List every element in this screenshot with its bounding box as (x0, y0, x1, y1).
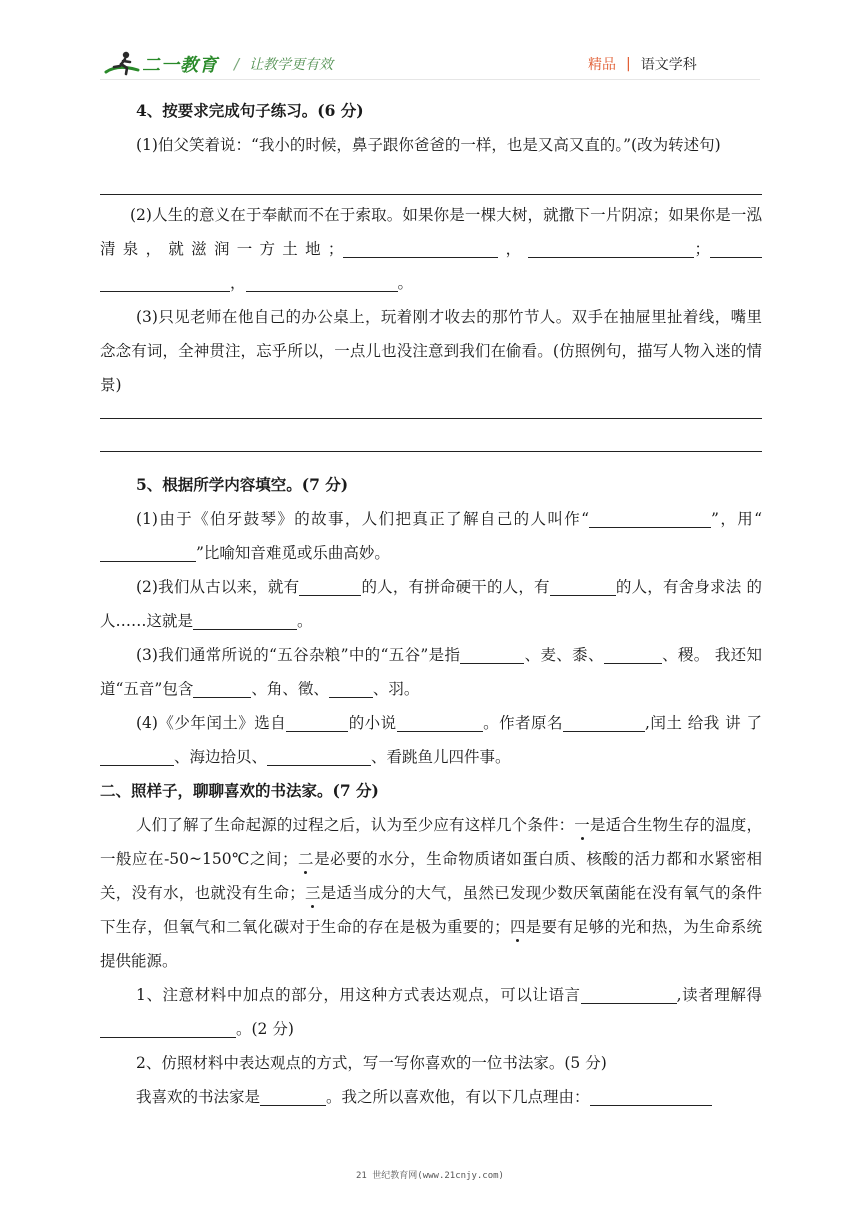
fill-blank[interactable] (246, 270, 398, 292)
q4-title: 4、按要求完成句子练习。(6 分) (136, 101, 364, 120)
q5-item-3-text: (3)我们通常所说的“五谷杂粮”中的“五谷”是指 (136, 646, 461, 664)
q4-item-3: (3)只见老师在他自己的办公桌上，玩着刚才收去的那竹节人。双手在抽屉里扯着线，嘴里念念有词，全神贯注，忘乎所以，一点儿也没注意到我们在偷看。(仿照例句，描写人物入迷的情景) (100, 308, 762, 394)
passage-text: 是适当成分的大气，虽然已发现少数厌氧菌能在没有氧气的条件下生存，但氧气和二氧化碳对于生命的存在是极为重要的； (100, 884, 762, 936)
q5-item-2-text: 的人，有拼命硬干的人，有 (361, 578, 550, 596)
emphasis-char: 二 (297, 850, 315, 868)
fill-blank[interactable] (267, 744, 371, 766)
fill-blank[interactable] (589, 506, 711, 528)
part2-q1 (100, 978, 762, 1046)
q5-item-4-text: 的小说 (348, 714, 397, 732)
part2-q1-text: 1、注意材料中加点的部分，用这种方式表达观点，可以让语言 (136, 986, 581, 1004)
fill-blank[interactable] (193, 608, 297, 630)
passage-text: 是必要的水分，生命物质诸如蛋白质、核酸的活力都和水紧密相关，没有水，也就没有生命； (100, 850, 762, 902)
q5-item-1-text: (1)由于《伯牙鼓琴》的故事，人们把真正了解自己的人叫作“ (136, 510, 590, 528)
q4-item-2-text: (2)人生的意义在于奉献而不在于索取。如果你是一棵大树，就撒下一片阴凉；如果你是一泓清泉，就滋润一方土地； (100, 206, 762, 258)
q5-item-4-text: 。作者原名 (482, 714, 563, 732)
logo-separator: / (234, 55, 240, 73)
q5-item-4-text: 、海边拾贝、 (174, 748, 268, 766)
q5-item-4-text: ,闰土 给我 讲 了 (645, 714, 762, 732)
emphasis-char: 四 (509, 918, 526, 936)
passage-text: 是要有足够的光和热，为生命系统提供能源。 (100, 918, 762, 970)
fill-blank[interactable] (299, 574, 361, 596)
q5-item-1-text: ”，用“ (711, 510, 762, 528)
q5-item-3-text: 、麦、黍、 (524, 646, 604, 664)
part2-q2: 2、仿照材料中表达观点的方式，写一写你喜欢的一位书法家。(5 分) (136, 1054, 607, 1072)
q5-item-1-text: ”比喻知音难觅或乐曲高妙。 (196, 544, 390, 562)
punct: ， (230, 274, 246, 292)
tag-divider: | (626, 56, 631, 72)
q4-item-2 (100, 198, 762, 300)
part2-q2-answer (100, 1080, 762, 1114)
fill-blank[interactable] (100, 744, 174, 766)
q5-title: 5、根据所学内容填空。(7 分) (136, 475, 349, 494)
fill-blank[interactable] (100, 270, 230, 292)
q5-item-3-text: 、羽。 (372, 680, 420, 698)
punct: ， (498, 240, 529, 258)
fill-blank[interactable] (100, 540, 196, 562)
q5-item-1 (100, 502, 762, 570)
q5-item-2 (100, 570, 762, 638)
logo-slogan: 让教学更有效 (249, 57, 334, 73)
header-tags (588, 54, 697, 74)
fill-blank[interactable] (710, 236, 762, 258)
q5-item-4-text: (4)《少年闰土》选自 (136, 714, 287, 732)
fill-blank[interactable] (193, 676, 251, 698)
page-header (0, 0, 860, 90)
fill-blank[interactable] (528, 236, 694, 258)
fill-blank[interactable] (604, 642, 662, 664)
q5-item-3-text: 、稷。 我还知道“五音”包含 (100, 646, 762, 698)
brand-logo (104, 49, 334, 79)
q5-item-3 (100, 638, 762, 706)
part2-passage (100, 808, 762, 978)
punct: ； (694, 240, 710, 258)
fill-blank[interactable] (100, 1016, 236, 1038)
page-footer: 21 世纪教育网(www.21cnjy.com) (356, 1171, 504, 1181)
worksheet-body (100, 94, 762, 1114)
fill-blank[interactable] (581, 982, 677, 1004)
q5-item-3-text: 、角、徵、 (251, 680, 329, 698)
header-rule (100, 79, 760, 80)
part2-q1-text: 。(2 分) (236, 1020, 294, 1038)
passage-text: 人们了解了生命起源的过程之后，认为至少应有这样几个条件： (136, 816, 575, 834)
fill-blank[interactable] (260, 1084, 326, 1106)
subject-tag: 语文学科 (640, 57, 697, 73)
logo-name: 二一教育 (142, 55, 218, 76)
part2-title: 二、照样子，聊聊喜欢的书法家。(7 分) (100, 781, 379, 800)
fill-blank[interactable] (343, 236, 498, 258)
q5-item-2-text: 的人，有舍身求法 的人……这就是 (100, 578, 762, 630)
fill-blank[interactable] (397, 710, 483, 732)
part2-q1-text: ,读者理解得 (676, 986, 762, 1004)
fill-blank[interactable] (550, 574, 616, 596)
punct: 。 (297, 612, 313, 630)
runner-icon (104, 50, 140, 78)
fill-blank[interactable] (329, 676, 373, 698)
passage-text: 是适合生物生存的温度，一般应在-50~150℃之间； (100, 816, 762, 868)
part2-q2-text: 我喜欢的书法家是 (136, 1088, 261, 1106)
part2-q2-text: 。我之所以喜欢他，有以下几点理由： (326, 1088, 590, 1106)
q5-item-4 (100, 706, 762, 774)
fill-blank[interactable] (460, 642, 524, 664)
emphasis-char: 三 (304, 884, 321, 902)
q4-item-1: (1)伯父笑着说：“我小的时候，鼻子跟你爸爸的一样，也是又高又直的。”(改为转述句) (136, 136, 721, 154)
q5-item-4-text: 、看跳鱼儿四件事。 (371, 748, 511, 766)
fill-blank[interactable] (563, 710, 645, 732)
premium-tag: 精品 (588, 57, 616, 73)
fill-blank[interactable] (286, 710, 348, 732)
punct: 。 (397, 274, 414, 292)
q5-item-2-text: (2)我们从古以来，就有 (136, 578, 300, 596)
fill-blank[interactable] (590, 1084, 712, 1106)
emphasis-char: 一 (574, 816, 590, 834)
